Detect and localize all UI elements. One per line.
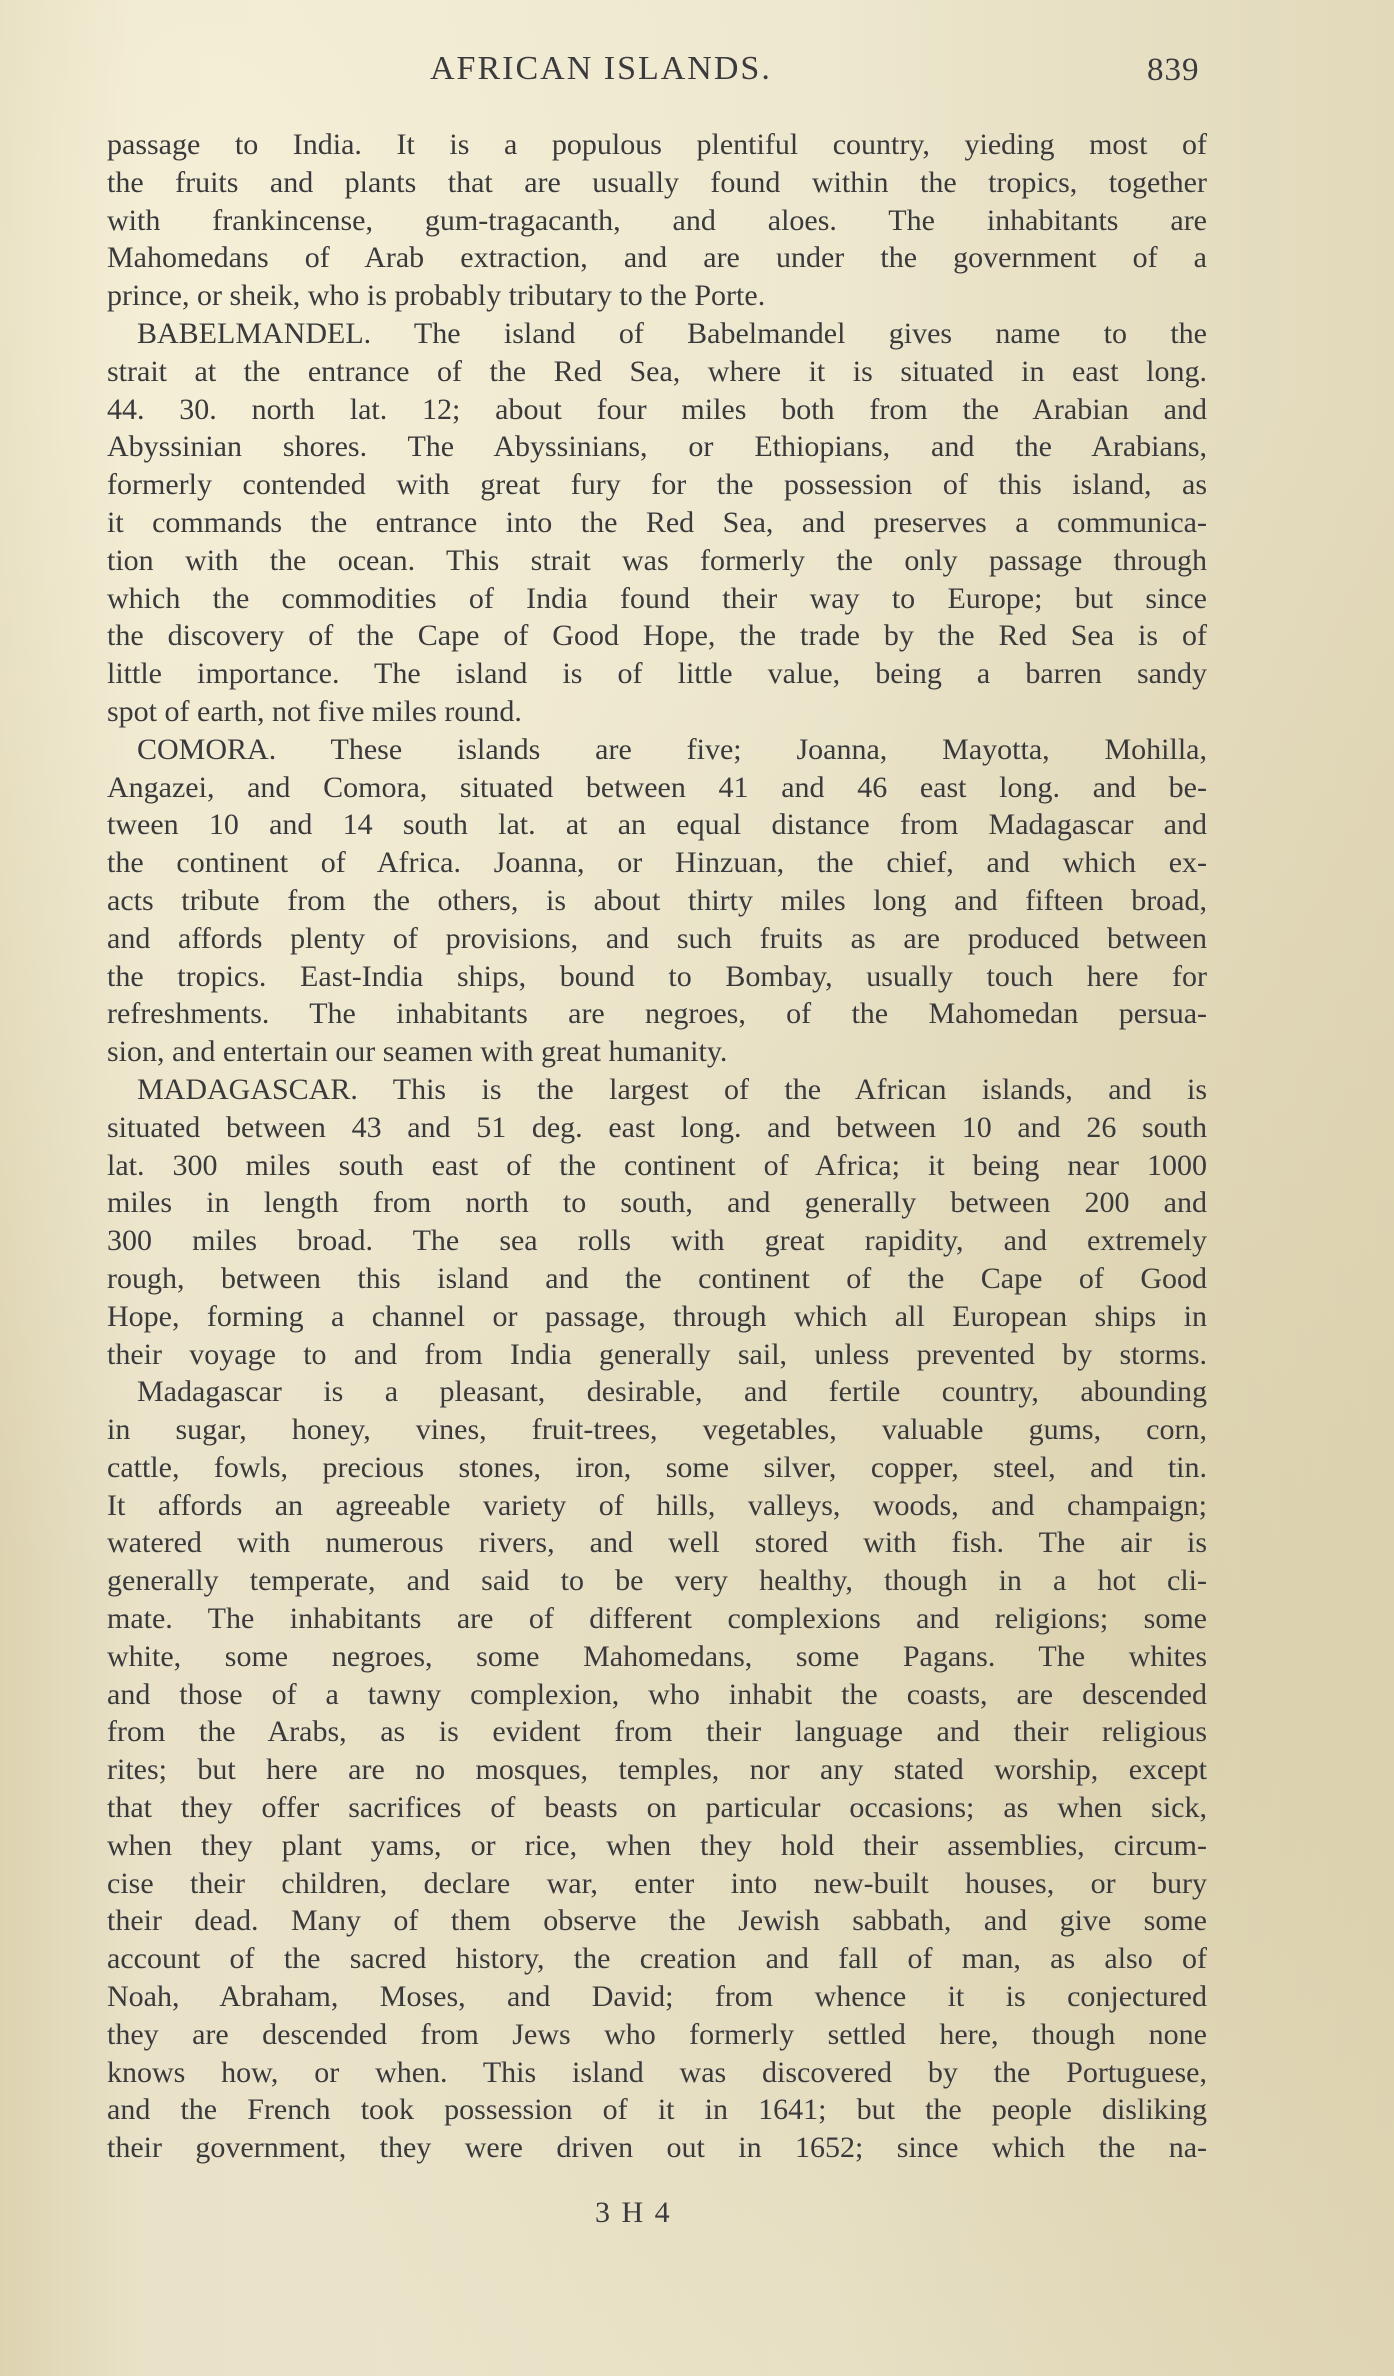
text-line: Abyssinian shores. The Abyssinians, or Ethiopians, and the Arabians,: [107, 430, 1207, 464]
text-line: 44. 30. north lat. 12; about four miles both from the Arabian and: [107, 392, 1207, 426]
text-line: It affords an agreeable variety of hills, valleys, woods, and champaign;: [107, 1488, 1207, 1522]
text-line: their dead. Many of them observe the Jewish sabbath, and give some: [107, 1904, 1207, 1938]
text-line: tion with the ocean. This strait was formerly the only passage through: [107, 543, 1207, 577]
text-line: cattle, fowls, precious stones, iron, some silver, copper, steel, and tin.: [107, 1450, 1207, 1484]
text-line: Mahomedans of Arab extraction, and are under the government of a: [107, 241, 1207, 275]
text-line: watered with numerous rivers, and well stored with fish. The air is: [107, 1526, 1207, 1560]
text-line: account of the sacred history, the creation and fall of man, as also of: [107, 1942, 1207, 1976]
text-line: and affords plenty of provisions, and such fruits as are produced between: [107, 921, 1207, 955]
printer-signature: 3 H 4: [595, 2196, 672, 2229]
text-line: tween 10 and 14 south lat. at an equal distance from Madagascar and: [107, 808, 1207, 842]
text-line: passage to India. It is a populous plentiful country, yieding most of: [107, 128, 1207, 161]
text-line: the continent of Africa. Joanna, or Hinzuan, the chief, and which ex-: [107, 846, 1207, 880]
text-line: formerly contended with great fury for the possession of this island, as: [107, 468, 1207, 502]
text-line: lat. 300 miles south east of the continent of Africa; it being near 1000: [107, 1148, 1207, 1182]
text-line: in sugar, honey, vines, fruit-trees, vegetables, valuable gums, corn,: [107, 1413, 1207, 1447]
text-line: COMORA. These islands are five; Joanna, Mayotta, Mohilla,: [137, 732, 1207, 766]
text-line: which the commodities of India found their way to Europe; but since: [107, 581, 1207, 615]
text-line: strait at the entrance of the Red Sea, where it is situated in east long.: [107, 354, 1207, 388]
text-line: when they plant yams, or rice, when they hold their assemblies, circum-: [107, 1828, 1207, 1862]
text-line: Angazei, and Comora, situated between 41 and 46 east long. and be-: [107, 770, 1207, 804]
text-line: and those of a tawny complexion, who inhabit the coasts, are descended: [107, 1677, 1207, 1711]
text-line: the discovery of the Cape of Good Hope, the trade by the Red Sea is of: [107, 619, 1207, 653]
text-line: mate. The inhabitants are of different complexions and religions; some: [107, 1602, 1207, 1636]
text-line: the tropics. East-India ships, bound to Bombay, usually touch here for: [107, 959, 1207, 993]
text-line: BABELMANDEL. The island of Babelmandel gives name to the: [137, 316, 1207, 350]
text-line: sion, and entertain our seamen with great humanity.: [107, 1035, 728, 1069]
text-line: 300 miles broad. The sea rolls with great rapidity, and extremely: [107, 1224, 1207, 1258]
text-line: little importance. The island is of little value, being a barren sandy: [107, 657, 1207, 691]
text-line: and the French took possession of it in 1641; but the people disliking: [107, 2093, 1207, 2127]
text-line: spot of earth, not five miles round.: [107, 694, 522, 728]
text-line: Noah, Abraham, Moses, and David; from whence it is conjectured: [107, 1980, 1207, 2014]
text-line: refreshments. The inhabitants are negroes, of the Mahomedan persua-: [107, 997, 1207, 1031]
page-number: 839: [1147, 52, 1200, 88]
text-line: generally temperate, and said to be very healthy, though in a hot cli-: [107, 1564, 1207, 1598]
text-line: they are descended from Jews who formerly settled here, though none: [107, 2017, 1207, 2051]
page-title: AFRICAN ISLANDS.: [430, 50, 772, 87]
text-line: situated between 43 and 51 deg. east long. and between 10 and 26 south: [107, 1110, 1207, 1144]
text-line: miles in length from north to south, and generally between 200 and: [107, 1186, 1207, 1220]
text-line: knows how, or when. This island was discovered by the Portuguese,: [107, 2055, 1207, 2089]
text-line: prince, or sheik, who is probably tributary to the Porte.: [107, 279, 766, 313]
text-line: the fruits and plants that are usually found within the tropics, together: [107, 165, 1207, 199]
text-line: that they offer sacrifices of beasts on particular occasions; as when sick,: [107, 1791, 1207, 1825]
text-line: Madagascar is a pleasant, desirable, and fertile country, abounding: [137, 1375, 1207, 1409]
text-line: their government, they were driven out in 1652; since which the na-: [107, 2131, 1207, 2165]
text-line: their voyage to and from India generally sail, unless prevented by storms.: [107, 1337, 1207, 1371]
text-line: MADAGASCAR. This is the largest of the African islands, and is: [137, 1072, 1207, 1106]
text-line: rough, between this island and the continent of the Cape of Good: [107, 1261, 1207, 1295]
text-line: from the Arabs, as is evident from their language and their religious: [107, 1715, 1207, 1749]
text-line: with frankincense, gum-tragacanth, and aloes. The inhabitants are: [107, 203, 1207, 237]
text-line: rites; but here are no mosques, temples, nor any stated worship, except: [107, 1753, 1207, 1787]
body-text: [107, 126, 1207, 2167]
text-line: it commands the entrance into the Red Sea, and preserves a communica-: [107, 505, 1207, 539]
text-line: white, some negroes, some Mahomedans, some Pagans. The whites: [107, 1639, 1207, 1673]
text-line: Hope, forming a channel or passage, through which all European ships in: [107, 1299, 1207, 1333]
text-line: cise their children, declare war, enter into new-built houses, or bury: [107, 1866, 1207, 1900]
running-head: [0, 50, 1394, 100]
text-line: acts tribute from the others, is about thirty miles long and fifteen broad,: [107, 883, 1207, 917]
